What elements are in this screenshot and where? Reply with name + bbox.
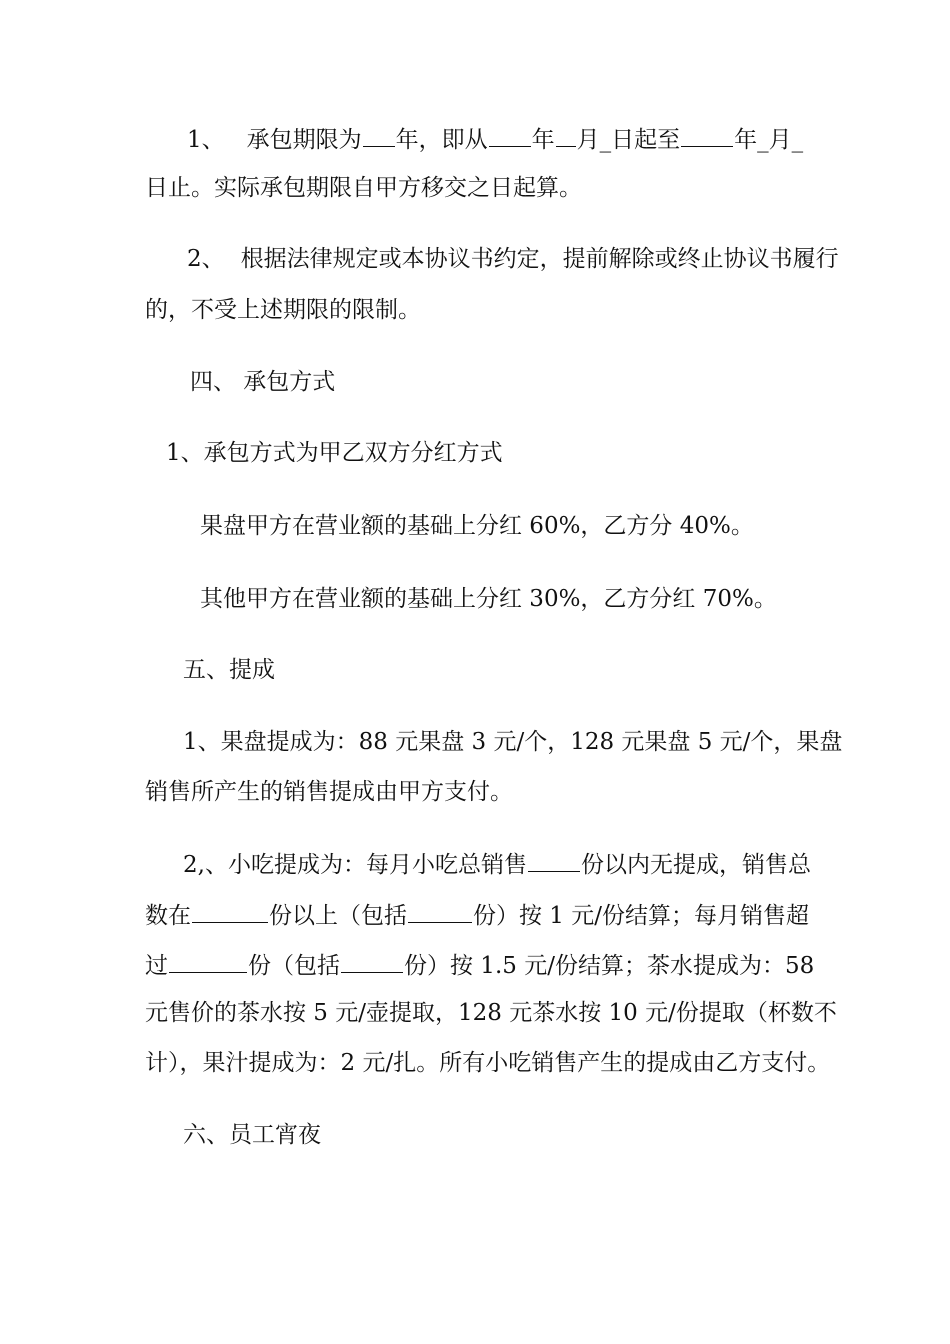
section-5-para2-line-5: 计），果汁提成为：2 元/扎。所有小吃销售产生的提成由乙方支付。: [145, 1050, 831, 1076]
blank-field: [528, 847, 580, 872]
section-5-heading: 五、提成: [183, 657, 275, 683]
blank-field: [489, 122, 531, 147]
term-line-1: 1、 承包期限为 年，即从 年 月_日起至 年_月_: [187, 122, 803, 152]
term-para2-line-1: 2、 根据法律规定或本协议书约定，提前解除或终止协议书履行: [187, 246, 839, 272]
blank-field: [192, 898, 268, 923]
section-6-heading: 六、员工宵夜: [183, 1122, 321, 1148]
term-para2-line-2: 的，不受上述期限的限制。: [145, 297, 421, 323]
blank-field: [408, 898, 472, 923]
section-5-para1-line-1: 1、果盘提成为：88 元果盘 3 元/个，128 元果盘 5 元/个，果盘: [183, 729, 843, 755]
blank-field: [556, 122, 576, 147]
blank-field: [341, 948, 403, 973]
term-item-number: 1、: [187, 127, 225, 153]
blank-field: [363, 122, 395, 147]
blank-field: [681, 122, 733, 147]
section-5-para2-line-1: 2,、小吃提成为：每月小吃总销售 份以内无提成，销售总: [183, 847, 811, 877]
section-5-para1-line-2: 销售所产生的销售提成由甲方支付。: [145, 779, 513, 805]
section-4-heading: 四、 承包方式: [190, 369, 336, 395]
term-line-2: 日止。实际承包期限自甲方移交之日起算。: [145, 175, 582, 201]
section-4-item-1: 1、承包方式为甲乙双方分红方式: [166, 440, 503, 466]
other-dividend-line: 其他甲方在营业额的基础上分红 30%，乙方分红 70%。: [200, 586, 777, 612]
section-5-para2-line-2: 数在 份以上（包括 份）按 1 元/份结算；每月销售超: [145, 898, 809, 928]
fruit-dividend-line: 果盘甲方在营业额的基础上分红 60%，乙方分 40%。: [200, 513, 754, 539]
blank-field: [169, 948, 247, 973]
section-5-para2-line-4: 元售价的茶水按 5 元/壶提取，128 元茶水按 10 元/份提取（杯数不: [145, 1000, 837, 1026]
section-5-para2-line-3: 过 份（包括 份）按 1.5 元/份结算；茶水提成为：58: [145, 948, 814, 978]
